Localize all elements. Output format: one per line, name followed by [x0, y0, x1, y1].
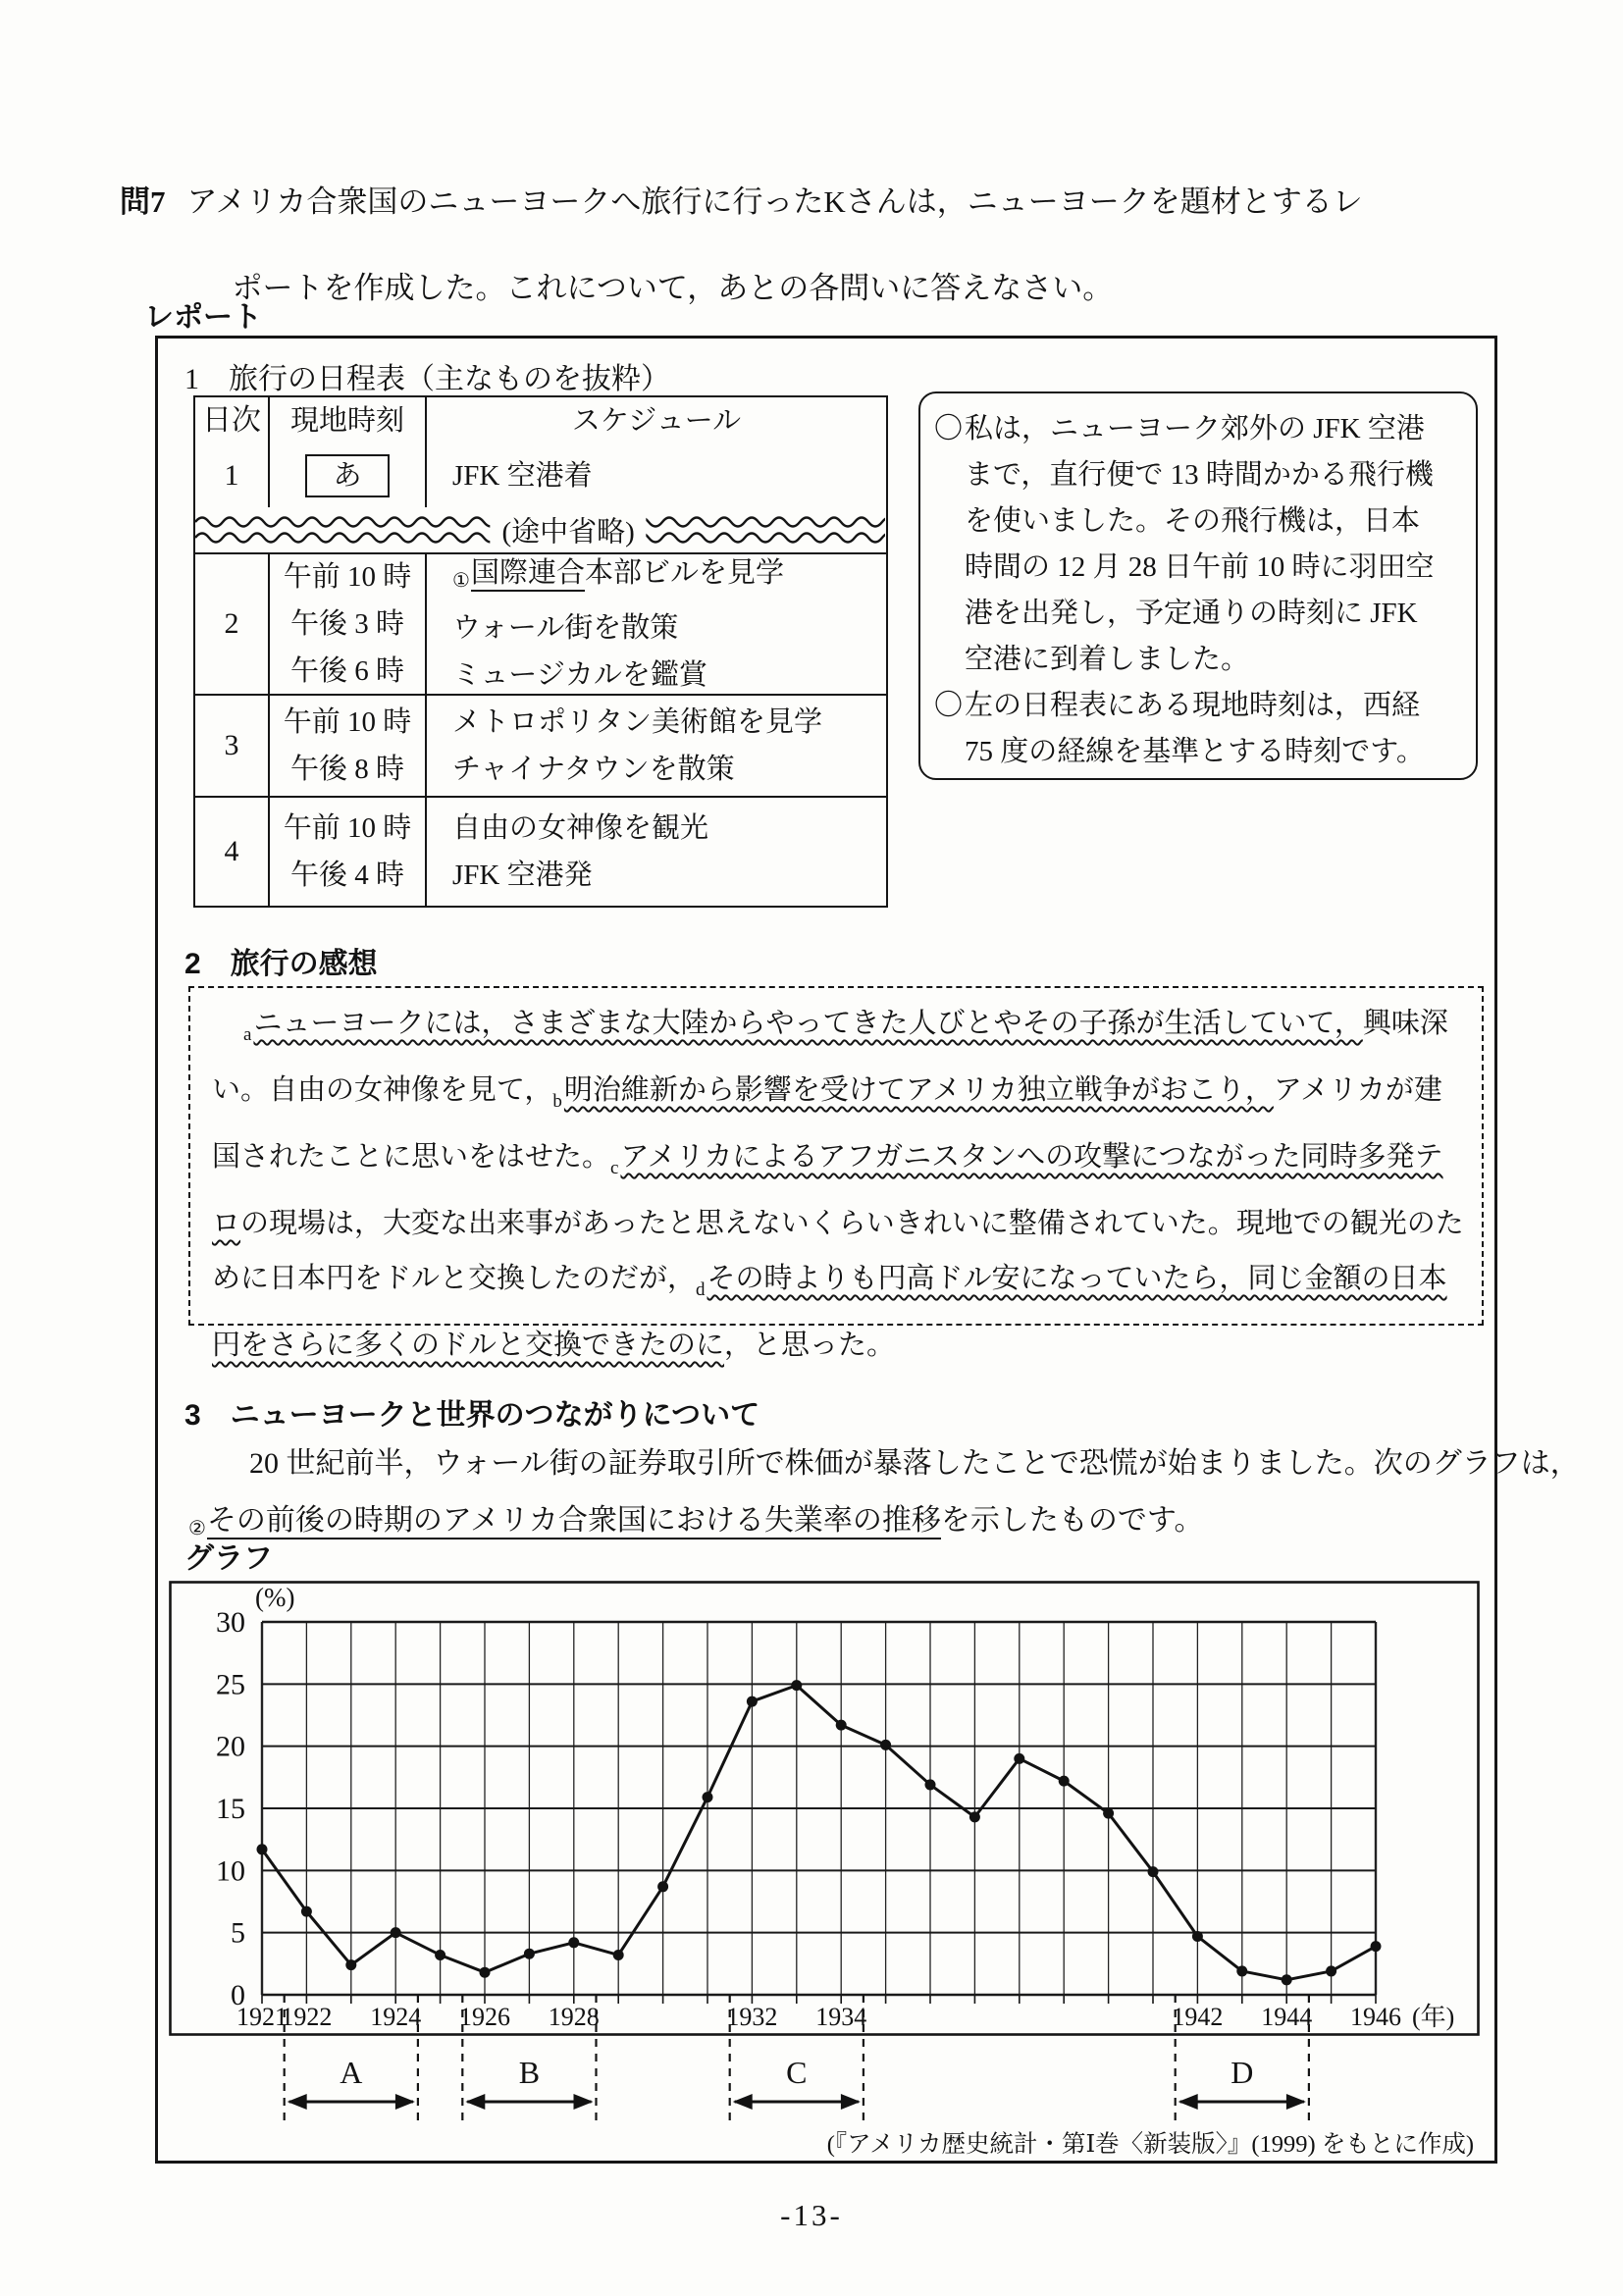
- table-row: [195, 444, 886, 507]
- time-value: 午後 3 時: [289, 608, 404, 640]
- question-number: 問7: [120, 184, 166, 219]
- x-axis-label: 1924: [370, 2003, 422, 2031]
- y-axis-label: 5: [231, 1916, 245, 1950]
- report-box: [155, 336, 1580, 2164]
- section2-title: 2 旅行の感想: [184, 948, 378, 980]
- time-value: 午前 10 時: [283, 561, 412, 593]
- region-label-B: B: [518, 2055, 541, 2090]
- note-text: 港を出発し，予定通りの時刻に JFK: [965, 598, 1418, 629]
- element: [195, 828, 268, 875]
- data-point: [301, 1906, 312, 1917]
- day-value: 2: [224, 607, 239, 640]
- time-line: [270, 852, 425, 899]
- arrow-head-left: [288, 2094, 307, 2110]
- element: [195, 600, 268, 648]
- schedule-cell: [427, 696, 886, 796]
- schedule-line: [452, 549, 886, 604]
- data-point: [1103, 1808, 1114, 1819]
- time-line: [270, 746, 425, 793]
- impression-line: [212, 1063, 1482, 1129]
- y-axis-label: 15: [216, 1793, 245, 1825]
- time-value: 午後 6 時: [289, 655, 404, 687]
- time-line: [270, 553, 425, 600]
- schedule-text: JFK 空港着: [452, 460, 593, 492]
- data-point: [880, 1740, 891, 1750]
- schedule-text: ウォール街を散策: [452, 612, 679, 644]
- break-label: (途中省略): [490, 510, 646, 550]
- note-body: [965, 683, 1425, 775]
- schedule-cell: [427, 554, 886, 694]
- arrow-head-right: [1286, 2094, 1306, 2110]
- arrow-head-right: [841, 2094, 861, 2110]
- note-text: 75 度の経線を基準とする時刻です。: [965, 736, 1425, 767]
- question-line: ポートを作成した。これについて，あとの各問いに答えなさい。: [232, 271, 1114, 305]
- table-row: [195, 796, 886, 906]
- region-label-A: A: [340, 2055, 363, 2090]
- arrow-head-left: [465, 2094, 485, 2110]
- x-axis-label: 1932: [726, 2003, 778, 2031]
- day-cell: [195, 554, 270, 694]
- data-point: [1282, 1974, 1292, 1985]
- answer-box: あ: [305, 454, 389, 497]
- region-label-C: C: [786, 2055, 808, 2090]
- impression-line: [212, 1318, 1482, 1373]
- data-point: [1014, 1753, 1024, 1764]
- section3-paragraph: [188, 1435, 1580, 1557]
- schedule-text: チャイナタウンを散策: [452, 754, 735, 785]
- header-day: [195, 397, 270, 444]
- data-point: [1059, 1776, 1070, 1787]
- plain-text: アメリカが建: [1273, 1074, 1442, 1106]
- paragraph-line: 20 世紀前半，ウォール街の証券取引所で株価が暴落したことで恐慌が始まりました。次のグラフは，: [249, 1447, 1580, 1480]
- y-axis-label: 20: [216, 1730, 245, 1763]
- question-text: [187, 159, 1363, 332]
- x-axis-label: 1922: [281, 2003, 333, 2031]
- time-value: 午前 10 時: [283, 706, 412, 738]
- data-point: [480, 1967, 491, 1978]
- question-line: アメリカ合衆国のニューヨークへ旅行に行ったKさんは，ニューヨークを題材とするレ: [186, 184, 1363, 219]
- report-label: レポート: [144, 301, 262, 334]
- note-text: 空港に到着しました。: [965, 644, 1250, 675]
- impression-line: [212, 996, 1482, 1063]
- data-point: [1192, 1931, 1203, 1942]
- schedule-cell: [427, 798, 886, 906]
- underlined-phrase: その前後の時期のアメリカ合衆国における失業率の推移: [207, 1504, 941, 1539]
- data-point: [568, 1937, 579, 1948]
- plain-text: 国されたことに思いをはせた。: [212, 1141, 611, 1173]
- x-axis-label: 1934: [815, 2003, 867, 2031]
- header-day-label: 日次: [202, 404, 261, 437]
- data-point: [257, 1844, 268, 1854]
- data-point: [969, 1811, 980, 1822]
- note-text: 私は，ニューヨーク郊外の JFK 空港: [965, 413, 1425, 444]
- traveler-notes-box: [918, 391, 1478, 780]
- time-value: 午前 10 時: [283, 812, 412, 844]
- arrow-head-right: [395, 2094, 415, 2110]
- unemployment-chart: [169, 1581, 1484, 2167]
- time-cell: [270, 696, 427, 796]
- note-line: [965, 683, 1425, 729]
- schedule-text: 本部ビルを見学: [584, 557, 784, 589]
- data-point: [524, 1949, 535, 1959]
- graph-label: グラフ: [184, 1542, 273, 1575]
- schedule-text: メトロポリタン美術館を見学: [452, 706, 823, 738]
- x-axis-label: 1946: [1350, 2003, 1401, 2031]
- plain-text: い。自由の女神像を見て，: [212, 1074, 553, 1106]
- note-line: [965, 498, 1435, 545]
- annotation-marker: c: [610, 1158, 619, 1178]
- note-bullet: 〇: [934, 413, 964, 444]
- paragraph-rest: を示したものです。: [940, 1504, 1204, 1537]
- note-item: [934, 406, 1462, 683]
- circled-1-marker: ①: [452, 570, 470, 592]
- table-header-row: [195, 397, 886, 444]
- plain-text: ，と思った。: [724, 1330, 896, 1361]
- data-point: [1236, 1965, 1247, 1976]
- day-value: 1: [224, 459, 239, 492]
- schedule-text: ミュージカルを鑑賞: [452, 659, 707, 691]
- data-line: [262, 1686, 1376, 1980]
- note-line: [965, 545, 1435, 591]
- day-cell: [195, 696, 270, 796]
- schedule-line: [452, 805, 886, 852]
- note-text: を使いました。その飛行機は，日本: [965, 505, 1421, 537]
- note-line: [965, 591, 1435, 637]
- time-value: 午後 4 時: [289, 860, 404, 891]
- data-point: [836, 1720, 847, 1731]
- arrow-head-right: [574, 2094, 594, 2110]
- wavy-underlined-text: 円をさらに多くのドルと交換できたのに: [212, 1330, 725, 1361]
- data-point: [391, 1927, 401, 1938]
- time-line: [270, 699, 425, 746]
- section1-title: 1 旅行の日程表（主なものを抜粋）: [184, 363, 670, 395]
- day-cell: [195, 798, 270, 906]
- data-point: [1371, 1941, 1382, 1952]
- question-block: [120, 159, 1363, 332]
- itinerary-table: [193, 395, 888, 908]
- note-text: 時間の 12 月 28 日午前 10 時に羽田空: [965, 551, 1435, 583]
- x-axis-label: 1921: [236, 2003, 288, 2031]
- impression-line: [212, 1251, 1482, 1318]
- plain-text: 興味深: [1362, 1008, 1448, 1039]
- data-point: [1148, 1866, 1159, 1877]
- schedule-text: 自由の女神像を観光: [452, 812, 709, 844]
- arrow-head-left: [733, 2094, 753, 2110]
- note-line: [965, 452, 1435, 498]
- table-break-row: [195, 507, 886, 552]
- time-line: [270, 648, 425, 695]
- schedule-line: [452, 652, 886, 699]
- header-schedule-label: [452, 397, 886, 444]
- wavy-underlined-text: アメリカによるアフガニスタンへの攻撃につながった同時多発テ: [620, 1141, 1443, 1173]
- note-text: まで，直行便で 13 時間かかる飛行機: [965, 459, 1434, 491]
- header-schedule-text: スケジュール: [571, 405, 742, 437]
- data-point: [925, 1779, 936, 1790]
- annotation-marker: b: [552, 1091, 562, 1112]
- day-cell: [195, 444, 270, 507]
- data-point: [747, 1696, 758, 1707]
- year-unit-label: (年): [1412, 2003, 1455, 2031]
- time-line: [270, 805, 425, 852]
- header-time-label: 現地時刻: [289, 405, 404, 437]
- time-cell: [270, 554, 427, 694]
- region-label-D: D: [1230, 2055, 1254, 2090]
- wavy-underlined-text: ニューヨークには，さまざまな大陸からやってきた人びとやその子孫が生活していて，: [253, 1008, 1363, 1039]
- x-axis-label: 1928: [548, 2003, 600, 2031]
- data-point: [791, 1680, 802, 1691]
- underlined-phrase: 国際連合: [471, 557, 585, 592]
- plain-text: の現場は，大変な出来事があったと思えないくらいきれいに整備されていた。現地での観光のた: [240, 1208, 1464, 1239]
- schedule-line: [452, 699, 886, 746]
- time-line: [270, 600, 425, 648]
- section3-title: 3 ニューヨークと世界のつながりについて: [184, 1399, 760, 1432]
- note-body: [965, 406, 1435, 683]
- y-axis-label: 30: [216, 1606, 245, 1639]
- note-bullet: 〇: [934, 690, 964, 721]
- schedule-text: JFK 空港発: [452, 860, 593, 891]
- annotation-marker: d: [696, 1279, 706, 1300]
- day-value: 3: [224, 729, 239, 761]
- element: [270, 397, 425, 444]
- data-point: [657, 1881, 668, 1892]
- element: [195, 397, 268, 444]
- arrow-head-left: [1178, 2094, 1198, 2110]
- schedule-line: [452, 452, 886, 499]
- data-point: [345, 1959, 356, 1970]
- note-line: [965, 637, 1435, 683]
- y-axis-label: 25: [216, 1668, 245, 1701]
- schedule-line: [452, 746, 886, 793]
- table-row: [195, 694, 886, 796]
- header-time: [270, 397, 427, 444]
- time-cell: [270, 444, 427, 507]
- y-axis-label: 10: [216, 1854, 245, 1888]
- data-point: [1326, 1965, 1336, 1976]
- data-point: [703, 1792, 713, 1802]
- note-text: 左の日程表にある現地時刻は，西経: [965, 690, 1421, 721]
- x-axis-label: 1942: [1172, 2003, 1224, 2031]
- time-value: 午後 8 時: [289, 754, 404, 785]
- wavy-underlined-text: ロ: [212, 1208, 241, 1239]
- y-unit-label: (%): [255, 1583, 295, 1612]
- annotation-marker: a: [243, 1024, 252, 1045]
- wavy-underlined-text: その時よりも円高ドル安になっていたら，同じ金額の日本: [707, 1263, 1447, 1294]
- time-cell: [270, 798, 427, 906]
- schedule-cell: [427, 444, 886, 507]
- note-item: [934, 683, 1462, 775]
- header-schedule: [427, 397, 886, 444]
- x-axis-label: 1944: [1261, 2003, 1313, 2031]
- paragraph-line: [188, 1492, 1580, 1557]
- schedule-line: [452, 852, 886, 899]
- source-citation: (『アメリカ歴史統計・第Ⅰ巻〈新装版〉』(1999) をもとに作成): [826, 2131, 1474, 2158]
- plain-text: めに日本円をドルと交換したのだが，: [212, 1263, 697, 1294]
- time-line: [270, 452, 425, 499]
- impression-line: [212, 1196, 1482, 1251]
- data-point: [435, 1950, 445, 1960]
- schedule-line: [452, 604, 886, 652]
- element: [195, 722, 268, 769]
- impressions-box: [188, 986, 1484, 1361]
- note-line: [965, 729, 1425, 775]
- page-number: -13-: [780, 2198, 843, 2232]
- day-value: 4: [224, 835, 239, 867]
- y-axis-label: 0: [231, 1979, 245, 2011]
- circled-2-marker: ②: [188, 1518, 206, 1539]
- x-axis-label: 1926: [459, 2003, 510, 2031]
- note-line: [965, 406, 1435, 452]
- element: [195, 452, 268, 499]
- impression-line: [212, 1129, 1482, 1196]
- wavy-underlined-text: 明治維新から影響を受けてアメリカ独立戦争がおこり，: [563, 1074, 1274, 1106]
- table-row: [195, 552, 886, 694]
- data-point: [613, 1950, 624, 1960]
